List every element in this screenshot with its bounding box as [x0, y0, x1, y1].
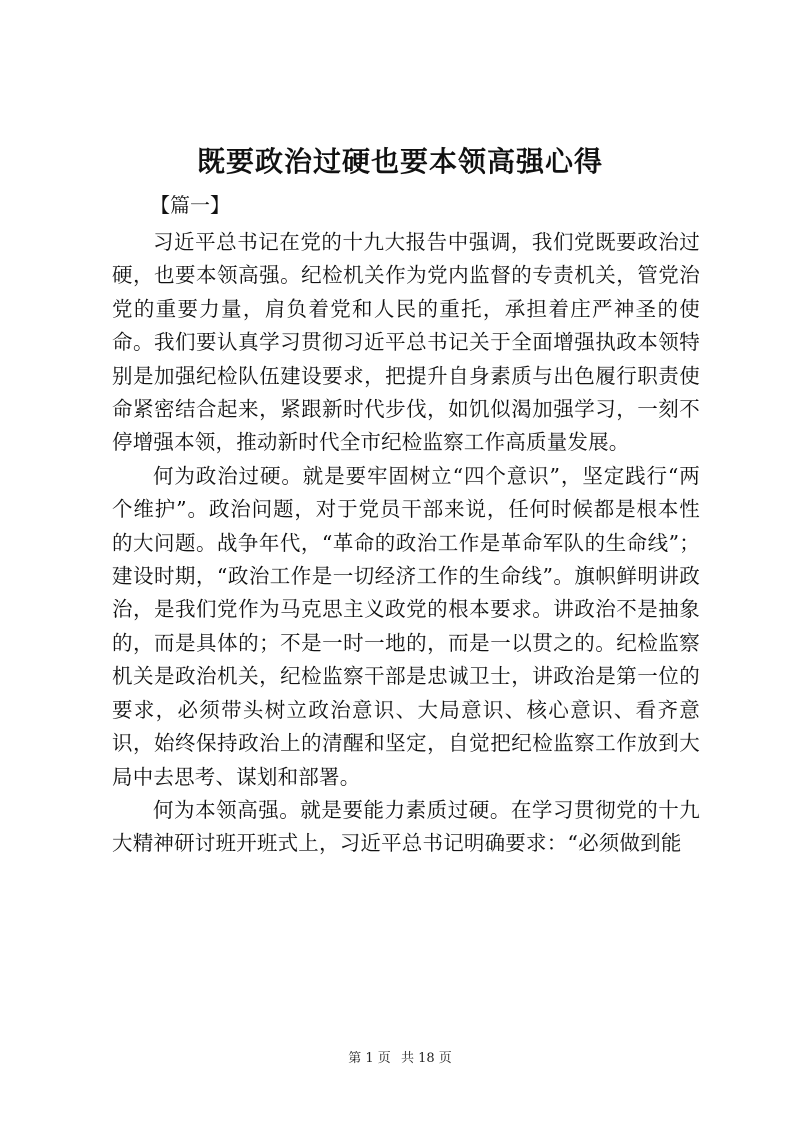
document-body: [112, 226, 700, 861]
section-label: 【篇一】: [150, 193, 230, 217]
paragraph-1: 习近平总书记在党的十九大报告中强调，我们党既要政治过硬，也要本领高强。纪检机关作为党内监督的专责机关，管党治党的重要力量，肩负着党和人民的重托，承担着庄严神圣的使命。我们要认真学习贯彻习近平总书记关于全面增强执政本领特别是加强纪检队伍建设要求，把提升自身素质与出色履行职责使命紧密结合起来，紧跟新时代步伐，如饥似渴加强学习，一刻不停增强本领，推动新时代全市纪检监察工作高质量发展。: [112, 230, 700, 455]
paragraph-2: 何为政治过硬。就是要牢固树立“四个意识”，坚定践行“两个维护”。政治问题，对于党员干部来说，任何时候都是根本性的大问题。战争年代，“革命的政治工作是革命军队的生命线”；建设时期，“政治工作是一切经济工作的生命线”。旗帜鲜明讲政治，是我们党作为马克思主义政党的根本要求。讲政治不是抽象的，而是具体的；不是一时一地的，而是一以贯之的。纪检监察机关是政治机关，纪检监察干部是忠诚卫士，讲政治是第一位的要求，必须带头树立政治意识、大局意识、核心意识、看齐意识，始终保持政治上的清醒和坚定，自觉把纪检监察工作放到大局中去思考、谋划和部署。: [112, 463, 700, 789]
document-title: 既要政治过硬也要本领高强心得: [196, 145, 603, 178]
page-total: 共 18 页: [400, 1051, 452, 1066]
paragraph-3: 何为本领高强。就是要能力素质过硬。在学习贯彻党的十九大精神研讨班开班式上，习近平总书记明确要求：“必须做到能: [112, 797, 700, 856]
page-number: 第 1 页: [348, 1051, 391, 1066]
page-footer: [0, 1047, 800, 1066]
